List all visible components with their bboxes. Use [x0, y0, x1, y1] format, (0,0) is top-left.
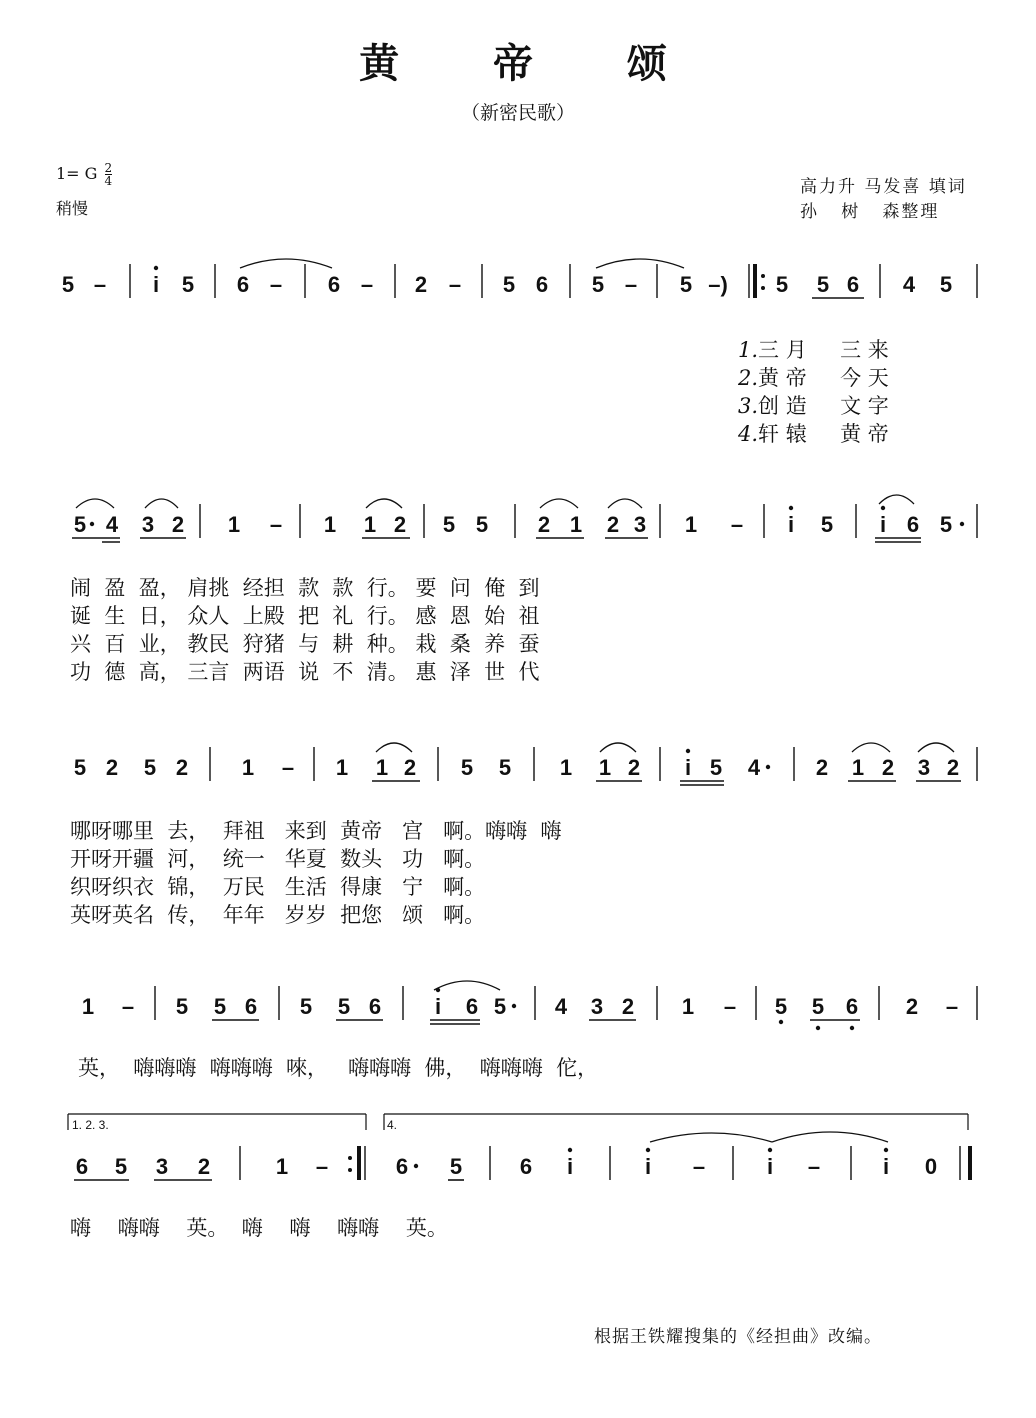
note-54: 1 — [559, 755, 573, 780]
note-70: 5 — [299, 994, 313, 1019]
note-84: 2 — [905, 994, 919, 1019]
note-0: 5 — [61, 272, 75, 297]
note-41: 6 — [906, 512, 920, 537]
high-octave-dot — [568, 1148, 572, 1152]
tie — [650, 1133, 772, 1142]
note-47: 1 — [241, 755, 255, 780]
aug-dot — [414, 1164, 418, 1168]
note-72: 6 — [368, 994, 382, 1019]
note-66: – — [121, 994, 135, 1019]
note-40: i — [879, 512, 887, 537]
slur — [76, 499, 114, 508]
note-68: 5 — [213, 994, 227, 1019]
high-octave-dot — [881, 506, 885, 510]
note-65: 1 — [81, 994, 95, 1019]
aug-dot — [766, 765, 770, 769]
note-46: 2 — [175, 755, 189, 780]
note-49: 1 — [335, 755, 349, 780]
note-48: – — [281, 755, 295, 780]
low-octave-dot — [779, 1020, 783, 1024]
lyric-row2-verse3: 兴 百 业， 教民 狩猪 与 耕 种。 栽 桑 养 蚕 — [70, 632, 540, 656]
note-97: – — [692, 1154, 706, 1179]
note-53: 5 — [498, 755, 512, 780]
slur — [879, 495, 914, 504]
high-octave-dot — [686, 749, 690, 753]
slur — [540, 499, 578, 508]
key-label: 1= G — [56, 164, 98, 183]
note-81: 5 — [774, 994, 788, 1019]
note-30: 5 — [442, 512, 456, 537]
note-96: i — [644, 1154, 652, 1179]
note-80: – — [723, 994, 737, 1019]
slur — [852, 743, 890, 752]
note-90: 1 — [275, 1154, 289, 1179]
note-82: 5 — [811, 994, 825, 1019]
note-22: 4 — [105, 512, 119, 537]
low-octave-dot — [850, 1026, 854, 1030]
lyric-row3-verse4: 英呀英名 传， 年年 岁岁 把您 颂 啊。 — [70, 903, 486, 927]
note-94: 6 — [519, 1154, 533, 1179]
verse-intro-3: 3.创 造 文 字 — [738, 394, 889, 418]
lyric-row3-verse2: 开呀开疆 河， 统一 华夏 数头 功 啊。 — [70, 847, 486, 871]
note-58: 5 — [709, 755, 723, 780]
lyric-row5: 嗨 嗨嗨 英。 嗨 嗨 嗨嗨 英。 — [70, 1216, 448, 1240]
lyric-row2-verse4: 功 德 高， 三言 两语 说 不 清。 惠 泽 世 代 — [70, 660, 540, 684]
note-7: – — [360, 272, 374, 297]
note-13: – — [624, 272, 638, 297]
note-36: 1 — [684, 512, 698, 537]
note-10: 5 — [502, 272, 516, 297]
note-63: 3 — [917, 755, 931, 780]
verse-intro-2: 2.黄 帝 今 天 — [738, 366, 889, 390]
note-31: 5 — [475, 512, 489, 537]
note-71: 5 — [337, 994, 351, 1019]
note-4: 6 — [236, 272, 250, 297]
note-62: 2 — [881, 755, 895, 780]
note-2: i — [152, 272, 160, 297]
lyric-row3-verse1: 哪呀哪里 去， 拜祖 来到 黄帝 宫 啊。嗨嗨 嗨 — [70, 819, 562, 843]
high-octave-dot — [884, 1148, 888, 1152]
slur — [376, 743, 412, 752]
note-23: 3 — [141, 512, 155, 537]
note-6: 6 — [327, 272, 341, 297]
note-29: 2 — [393, 512, 407, 537]
arranger-credit: 孙 树 森整理 — [800, 202, 940, 222]
verse-intro-1: 1.三 月 三 来 — [738, 338, 889, 362]
high-octave-dot — [768, 1148, 772, 1152]
high-octave-dot — [154, 266, 158, 270]
note-75: 5 — [493, 994, 507, 1019]
note-98: i — [766, 1154, 774, 1179]
note-25: 1 — [227, 512, 241, 537]
aug-dot — [512, 1004, 516, 1008]
note-50: 1 — [375, 755, 389, 780]
note-44: 2 — [105, 755, 119, 780]
note-52: 5 — [460, 755, 474, 780]
note-37: – — [730, 512, 744, 537]
note-51: 2 — [403, 755, 417, 780]
note-89: 2 — [197, 1154, 211, 1179]
note-21: 5 — [73, 512, 87, 537]
note-39: 5 — [820, 512, 834, 537]
lyricist-credit: 高力升 马发喜 填词 — [800, 177, 967, 197]
note-101: 0 — [924, 1154, 938, 1179]
note-56: 2 — [627, 755, 641, 780]
slur — [918, 743, 954, 752]
note-60: 2 — [815, 755, 829, 780]
note-14: 5 — [679, 272, 693, 297]
lyric-row2-verse2: 诞 生 日， 众人 上殿 把 礼 行。 感 恩 始 祖 — [70, 604, 540, 628]
note-61: 1 — [851, 755, 865, 780]
high-octave-dot — [646, 1148, 650, 1152]
note-32: 2 — [537, 512, 551, 537]
note-43: 5 — [73, 755, 87, 780]
slur — [596, 259, 684, 268]
note-33: 1 — [569, 512, 583, 537]
note-15: –) — [708, 272, 728, 297]
note-79: 1 — [681, 994, 695, 1019]
second-ending-label: 4. — [387, 1118, 398, 1132]
source-note: 根据王铁耀搜集的《经担曲》改编。 — [594, 1327, 882, 1347]
time-denominator: 4 — [104, 174, 113, 188]
note-55: 1 — [598, 755, 612, 780]
note-88: 3 — [155, 1154, 169, 1179]
note-8: 2 — [414, 272, 428, 297]
tie — [772, 1132, 888, 1142]
note-16: 5 — [775, 272, 789, 297]
note-59: 4 — [747, 755, 761, 780]
note-57: i — [684, 755, 692, 780]
note-17: 5 — [816, 272, 830, 297]
note-24: 2 — [171, 512, 185, 537]
slur — [608, 499, 642, 508]
note-1: – — [93, 272, 107, 297]
note-83: 6 — [845, 994, 859, 1019]
time-numerator: 2 — [104, 161, 113, 175]
note-86: 6 — [75, 1154, 89, 1179]
low-octave-dot — [816, 1026, 820, 1030]
lyric-row4: 英， 嗨嗨嗨 嗨嗨嗨 唻， 嗨嗨嗨 佛， 嗨嗨嗨 佗， — [78, 1056, 599, 1080]
repeat-dot — [761, 274, 765, 278]
note-38: i — [787, 512, 795, 537]
note-74: 6 — [465, 994, 479, 1019]
note-100: i — [882, 1154, 890, 1179]
note-78: 2 — [621, 994, 635, 1019]
high-octave-dot — [789, 506, 793, 510]
slur — [145, 499, 178, 508]
song-subtitle: （新密民歌） — [460, 102, 575, 124]
note-76: 4 — [554, 994, 568, 1019]
note-67: 5 — [175, 994, 189, 1019]
lyric-row2-verse1: 闹 盈 盈， 肩挑 经担 款 款 行。 要 问 俺 到 — [70, 576, 540, 600]
note-69: 6 — [244, 994, 258, 1019]
note-27: 1 — [323, 512, 337, 537]
note-73: i — [434, 994, 442, 1019]
note-93: 5 — [449, 1154, 463, 1179]
note-42: 5 — [939, 512, 953, 537]
tempo-marking: 稍慢 — [56, 199, 89, 218]
note-99: – — [807, 1154, 821, 1179]
note-26: – — [269, 512, 283, 537]
first-ending-label: 1. 2. 3. — [72, 1118, 109, 1132]
repeat-dot — [348, 1168, 352, 1172]
lyric-row3-verse3: 织呀织衣 锦， 万民 生活 得康 宁 啊。 — [70, 875, 486, 899]
note-95: i — [566, 1154, 574, 1179]
repeat-dot — [348, 1156, 352, 1160]
note-77: 3 — [590, 994, 604, 1019]
repeat-dot — [761, 286, 765, 290]
slur — [600, 743, 636, 752]
song-title: 黄 帝 颂 — [359, 40, 707, 87]
note-45: 5 — [143, 755, 157, 780]
note-91: – — [315, 1154, 329, 1179]
note-9: – — [448, 272, 462, 297]
note-18: 6 — [846, 272, 860, 297]
note-64: 2 — [946, 755, 960, 780]
note-19: 4 — [902, 272, 916, 297]
slur — [434, 981, 500, 990]
slur — [366, 499, 402, 508]
note-85: – — [945, 994, 959, 1019]
verse-intro-4: 4.轩 辕 黄 帝 — [738, 422, 889, 446]
note-3: 5 — [181, 272, 195, 297]
note-5: – — [269, 272, 283, 297]
note-34: 2 — [606, 512, 620, 537]
aug-dot — [90, 522, 94, 526]
note-87: 5 — [114, 1154, 128, 1179]
aug-dot — [960, 522, 964, 526]
note-92: 6 — [395, 1154, 409, 1179]
slur — [240, 259, 332, 268]
note-11: 6 — [535, 272, 549, 297]
note-12: 5 — [591, 272, 605, 297]
note-20: 5 — [939, 272, 953, 297]
note-35: 3 — [633, 512, 647, 537]
note-28: 1 — [363, 512, 377, 537]
